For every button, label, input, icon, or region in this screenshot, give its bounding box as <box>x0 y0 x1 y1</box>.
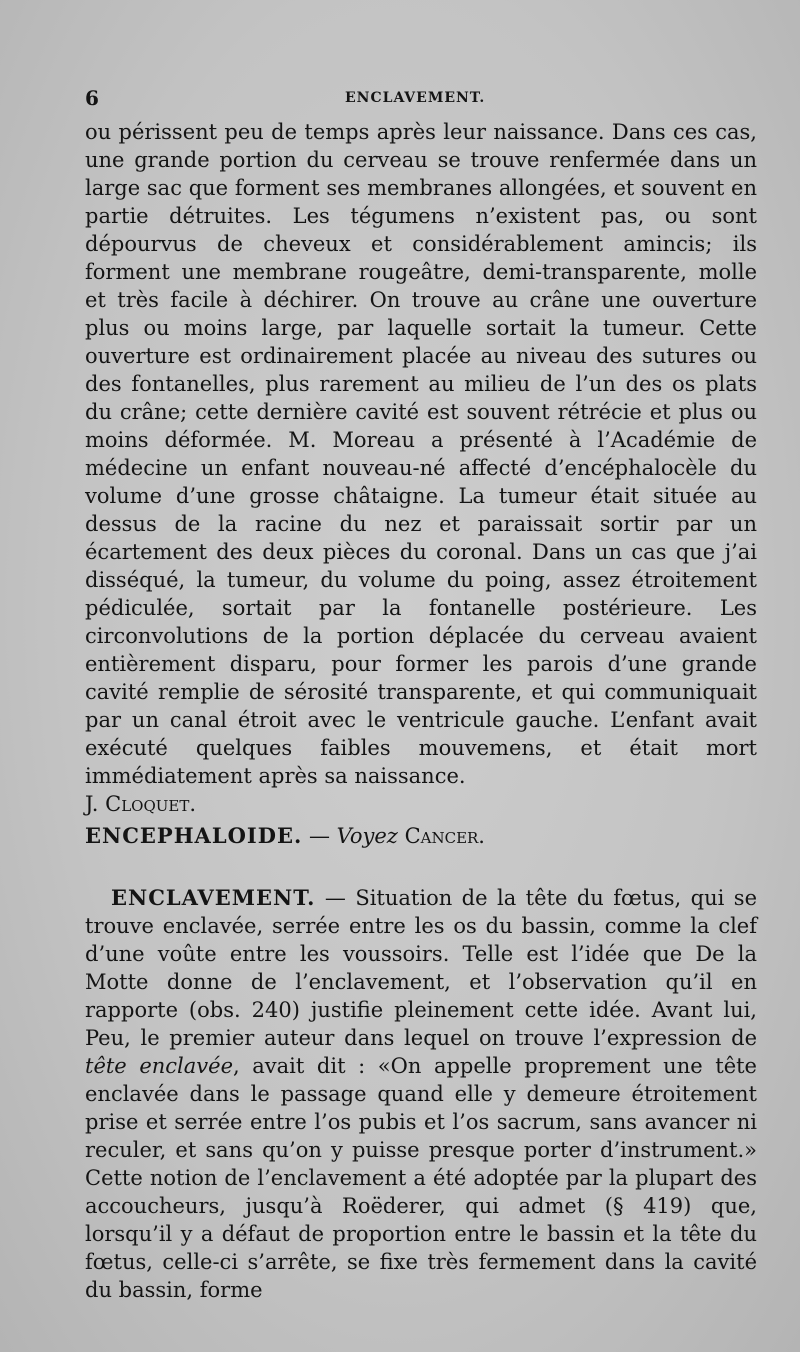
continuation-paragraph: ou périssent peu de temps après leur naissance. Dans ces cas, une grande portion du cerveau se trouve renfermée dans un large sac que forment ses membranes allongées, et souvent en partie détruites. Les tégumens n’existent pas, ou sont dépourvus de cheveux et considérablement amincis; ils forment une membrane rougeâtre, demi-transparente, molle et très facile à déchirer. On trouve au crâne une ouverture plus ou moins large, par laquelle sortait la tumeur. Cette ouverture est ordinairement placée au niveau des sutures ou des fontanelles, plus rarement au milieu de l’un des os plats du crâne; cette dernière cavité est souvent rétrécie et plus ou moins déformée. M. Moreau a présenté à l’Académie de médecine un enfant nouveau-né affecté d’encéphalocèle du volume d’une grosse châtaigne. La tumeur était située au dessus de la racine du nez et paraissait sortir par un écartement des deux pièces du coronal. Dans un cas que j’ai disséqué, la tumeur, du volume du poing, assez étroitement pédiculée, sortait par la fontanelle postérieure. Les circonvolutions de la portion déplacée du cerveau avaient entièrement disparu, pour former les parois d’une grande cavité remplie de sérosité transparente, et qui communiquait par un canal étroit avec le ventricule gauche. L’enfant avait exécuté quelques faibles mouvemens, et était mort immédiatement après sa naissance. <box>85 120 757 788</box>
crossref-dash: — <box>302 824 337 848</box>
entry-text-2: , avait dit : «On appelle proprement une tête enclavée dans le passage quand elle y demeure étroitement prise et serrée entre l’os pubis et l’os sacrum, sans avancer ni reculer, et sans qu’on y puisse presque porter d’instrument.» Cette notion de l’enclavement a été adoptée par la plupart des accoucheurs, jusqu’à Roëderer, qui admet (§ 419) que, lorsqu’il y a défaut de proportion entre le bassin et la tête du fœtus, celle-ci s’arrête, se fixe très fermement dans la cavité du bassin, forme <box>85 1054 757 1302</box>
author-signature: J. Cloquet. <box>85 792 197 816</box>
crossref-target: Cancer. <box>404 824 485 848</box>
crossref-headword: ENCEPHALOIDE. <box>85 823 303 848</box>
crossref-voyez: Voyez <box>336 824 398 848</box>
entry-italic-term: tête enclavée <box>85 1054 233 1078</box>
running-head: ENCLAVEMENT. <box>345 90 486 106</box>
page-body <box>85 118 757 1304</box>
cross-reference-entry <box>85 822 757 850</box>
dictionary-entry <box>85 884 757 1304</box>
entry-headword: ENCLAVEMENT. <box>111 885 316 910</box>
page-header <box>85 86 775 110</box>
page-number: 6 <box>85 86 99 110</box>
entry-text-1: — Situation de la tête du fœtus, qui se trouve enclavée, serrée entre les os du bassin, comme la clef d’une voûte entre les voussoirs. Telle est l’idée que De la Motte donne de l’enclavement, et l’observation qu’il en rapporte (obs. 240) justifie pleinement cette idée. Avant lui, Peu, le premier auteur dans lequel on trouve l’expression de <box>85 886 757 1050</box>
